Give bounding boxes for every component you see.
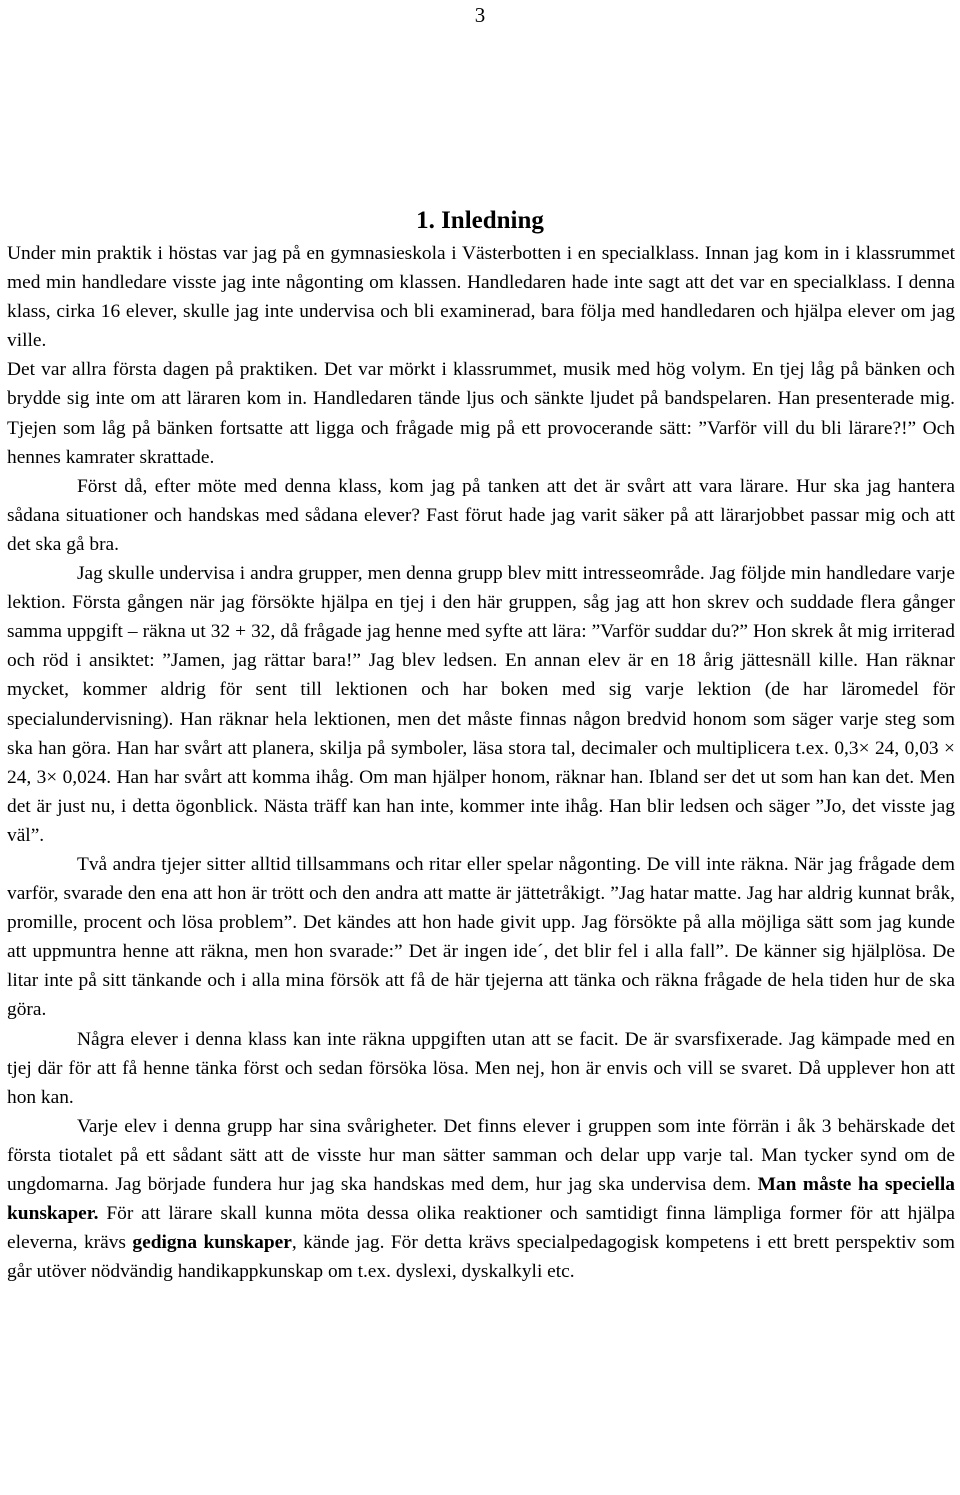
text-line: uppmuntra henne att räkna, men hon svarade:” Det är ingen ide´, det blir fel i alla fall”. De	[32, 941, 758, 963]
text-line: Hur ska jag hantera sådana situationer och handskas med sådana elever? Fast förut hade jag	[7, 475, 955, 526]
page-number: 3	[474, 3, 486, 27]
text-line: Två andra tjejer sitter alltid tillsammans och ritar eller spelar någonting. De vill inte	[77, 853, 736, 875]
text-line: sänkte ljudet på bandspelaren. Han presenterade mig. Tjejen som låg på bänken fortsatte att	[7, 388, 955, 439]
text-line: räkna. När jag frågade dem varför, svarade den ena att hon är trött och den andra att matte är	[7, 853, 955, 905]
text-line: ansiktet: ”Jamen, jag rättar bara!” Jag blev ledsen. En annan elev är en 18 årig jättesnäll kille.	[89, 650, 858, 672]
text-line: samman och delar upp varje tal. Man tycker synd om de ungdomarna. Jag började fundera hur	[7, 1144, 955, 1195]
text-line: ledsen och säger ”Jo, det visste jag väl”.	[7, 795, 955, 846]
emphasis-bold: gedigna kunskaper	[132, 1232, 292, 1254]
text-line: gruppen, såg jag att hon skrev och suddade flera gånger samma uppgift – räkna ut 32 + 32, då	[7, 592, 955, 643]
text-line: ville.	[7, 330, 47, 352]
text-line: dyslexi, dyskalkyli etc.	[395, 1261, 575, 1283]
text-line: känner sig hjälplösa. De litar inte på sitt tänkande och i alla mina försök att få de här tjejerna	[7, 941, 955, 992]
text-line: Det kändes att hon hade givit upp. Jag försökte på alla möjliga sätt som jag kunde att	[7, 912, 955, 963]
text-line: det. Men det är just nu, i detta ögonblick. Nästa träff kan han inte, kommer inte ihåg. Han blir	[7, 766, 955, 817]
text-line: En tjej låg på bänken och brydde sig inte om att läraren kom in. Handledaren tände ljus och	[7, 359, 955, 410]
paragraph-1	[7, 239, 955, 472]
text-line: svarsfixerade. Jag kämpade med en tjej där för att få henne tänka först och sedan försöka lösa.	[7, 1028, 955, 1079]
section-heading: 1. Inledning	[416, 207, 544, 234]
text-line: att hjälpa eleverna, krävs	[7, 1203, 960, 1254]
emphasis-bold: Man måste ha speciella kunskaper.	[7, 1174, 956, 1225]
text-line: kamrater skrattade.	[65, 446, 215, 468]
text-line: jättetråkigt. ”Jag hatar matte. Jag har aldrig kunnat bråk, promille, procent och lösa problem”.	[7, 883, 955, 934]
text-line: Under min praktik i höstas var jag på en gymnasieskola i Västerbotten i en specialklass. Innan	[7, 243, 749, 264]
paragraph-2	[7, 472, 955, 559]
text-line: har svårt att komma ihåg. Om man hjälper honom, räknar han. Ibland ser det ut som han kan	[154, 766, 881, 788]
text-line: , kände jag. För detta krävs specialpedagogisk	[291, 1232, 659, 1254]
text-line: Jag skulle undervisa i andra grupper, men denna grupp blev mitt intresseområde. Jag	[77, 563, 736, 585]
text-line: förrän i åk 3 behärskade det första tiotalet på ett sådant sätt att de visste hur man sätter	[7, 1115, 955, 1166]
paragraph-3	[7, 559, 955, 850]
text-line: Först då, efter möte med denna klass, kom jag på tanken att det är svårt att vara lärare.	[77, 475, 789, 497]
paragraph-4	[7, 850, 955, 1025]
text-line: Han räknar mycket, kommer aldrig för sent till lektionen och har boken med sig varje lektion	[7, 650, 955, 701]
text-line: att tänka och räkna frågade de hela tiden hur de ska göra.	[7, 970, 955, 1021]
text-line: Varje elev i denna grupp har sina svårigheter. Det finns elever i gruppen som inte	[77, 1115, 726, 1137]
text-line: på symboler, läsa stora tal, decimaler och multiplicera t.ex. 0,3× 24, 0,03 × 24, 3× 0,024. Han	[7, 737, 955, 788]
text-line: kompetens i ett brett perspektiv som går utöver nödvändig handikappkunskap om t.ex.	[7, 1232, 955, 1283]
text-line: För att lärare skall kunna möta dessa olika reaktioner och samtidigt finna lämpliga former för	[106, 1203, 873, 1225]
paragraph-5	[7, 1025, 955, 1112]
text-line: Men nej, hon är envis och vill se svaret. Då upplever hon att hon kan.	[7, 1057, 956, 1108]
text-line: någon bredvid honom som säger varje steg som ska han göra. Han har svårt att planera, skilja	[7, 708, 955, 759]
text-line: jag ska handskas med dem, hur jag ska undervisa dem.	[310, 1174, 758, 1195]
text-line: jag kom in i klassrummet med min handledare visste jag inte någonting om klassen.	[7, 243, 955, 294]
text-line: (de har läromedel för specialundervisning). Han räknar hela lektionen, men det måste finnas	[7, 679, 955, 730]
text-line: jag inte undervisa och bli examinerad, bara följa med handledaren och hjälpa elever om jag	[235, 301, 955, 323]
text-line: följde min handledare varje lektion. Första gången när jag försökte hjälpa en tjej i den här	[7, 563, 956, 614]
text-line: varit säker på att lärarjobbet passar mig och att det ska gå bra.	[7, 504, 955, 555]
text-line: Det var allra första dagen på praktiken. Det var mörkt i klassrummet, musik med hög volym.	[7, 359, 746, 381]
text-line: frågade jag henne med syfte att lära: ”Varför suddar du?” Hon skrek åt mig irriterad och röd i	[7, 621, 955, 672]
text-line: ligga och frågade mig på ett provocerande sätt: ”Varför vill du bli lärare?!” Och hennes	[7, 417, 955, 468]
paragraph-6	[7, 1112, 960, 1287]
body-text	[7, 239, 960, 1286]
text-line: Handledaren hade inte sagt att det var en specialklass. I denna klass, cirka 16 elever, skulle	[7, 272, 955, 323]
text-line: Några elever i denna klass kan inte räkna uppgiften utan att se facit. De är	[77, 1028, 669, 1050]
